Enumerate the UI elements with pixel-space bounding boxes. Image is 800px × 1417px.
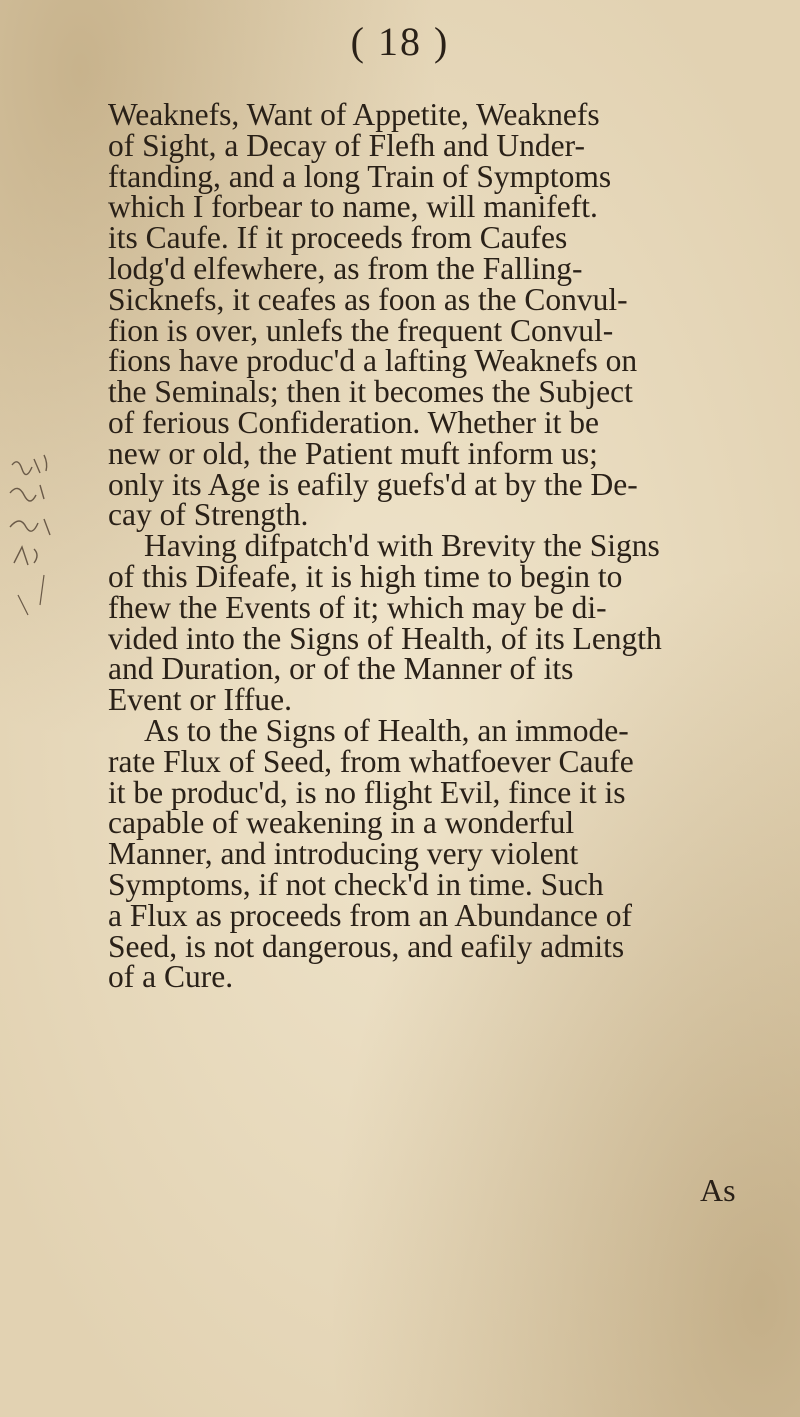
text-line: Manner, and introducing very violent — [108, 836, 579, 872]
text-line: of this Difeafe, it is high time to begin to — [108, 558, 623, 594]
text-line: a Flux as proceeds from an Abundance of — [108, 897, 632, 933]
text-line: Symptoms, if not check'd in time. Such — [108, 866, 604, 902]
text-line: lodg'd elfewhere, as from the Falling- — [108, 250, 583, 286]
text-line: which I forbear to name, will manifeft. — [108, 189, 598, 225]
margin-handwriting — [4, 445, 84, 635]
paragraph-start-line: Having difpatch'd with Brevity the Signs — [144, 528, 660, 564]
paragraph-start-line: As to the Signs of Health, an immode- — [144, 712, 629, 748]
catchword: As — [700, 1172, 736, 1208]
text-line: Weaknefs, Want of Appetite, Weaknefs — [108, 97, 600, 132]
body-text — [108, 97, 768, 995]
text-line: cay of Strength. — [108, 497, 309, 533]
text-line: rate Flux of Seed, from whatfoever Caufe — [108, 743, 634, 779]
text-line: fions have produc'd a lafting Weaknefs on — [108, 343, 638, 379]
text-line: Seed, is not dangerous, and eafily admits — [108, 928, 625, 964]
text-line: it be produc'd, is no flight Evil, fince it is — [108, 774, 626, 810]
text-line: new or old, the Patient muft inform us; — [108, 435, 598, 471]
text-line: its Caufe. If it proceeds from Caufes — [108, 220, 568, 256]
text-line: of Sight, a Decay of Flefh and Under- — [108, 127, 585, 163]
text-line: the Seminals; then it becomes the Subject — [108, 374, 633, 410]
text-line: of a Cure. — [108, 959, 234, 995]
text-line: of ferious Confideration. Whether it be — [108, 404, 600, 440]
text-line: ftanding, and a long Train of Symptoms — [108, 158, 612, 194]
page-number: ( 18 ) — [350, 19, 450, 64]
text-line: vided into the Signs of Health, of its Length — [108, 620, 662, 656]
text-line: Event or Iffue. — [108, 682, 292, 718]
text-line: and Duration, or of the Manner of its — [108, 651, 574, 687]
text-line: Sicknefs, it ceafes as foon as the Convul- — [108, 281, 628, 317]
text-line: only its Age is eafily guefs'd at by the De- — [108, 466, 638, 502]
text-line: capable of weakening in a wonderful — [108, 805, 575, 841]
text-line: fion is over, unlefs the frequent Convul- — [108, 312, 614, 348]
text-line: fhew the Events of it; which may be di- — [108, 589, 607, 625]
